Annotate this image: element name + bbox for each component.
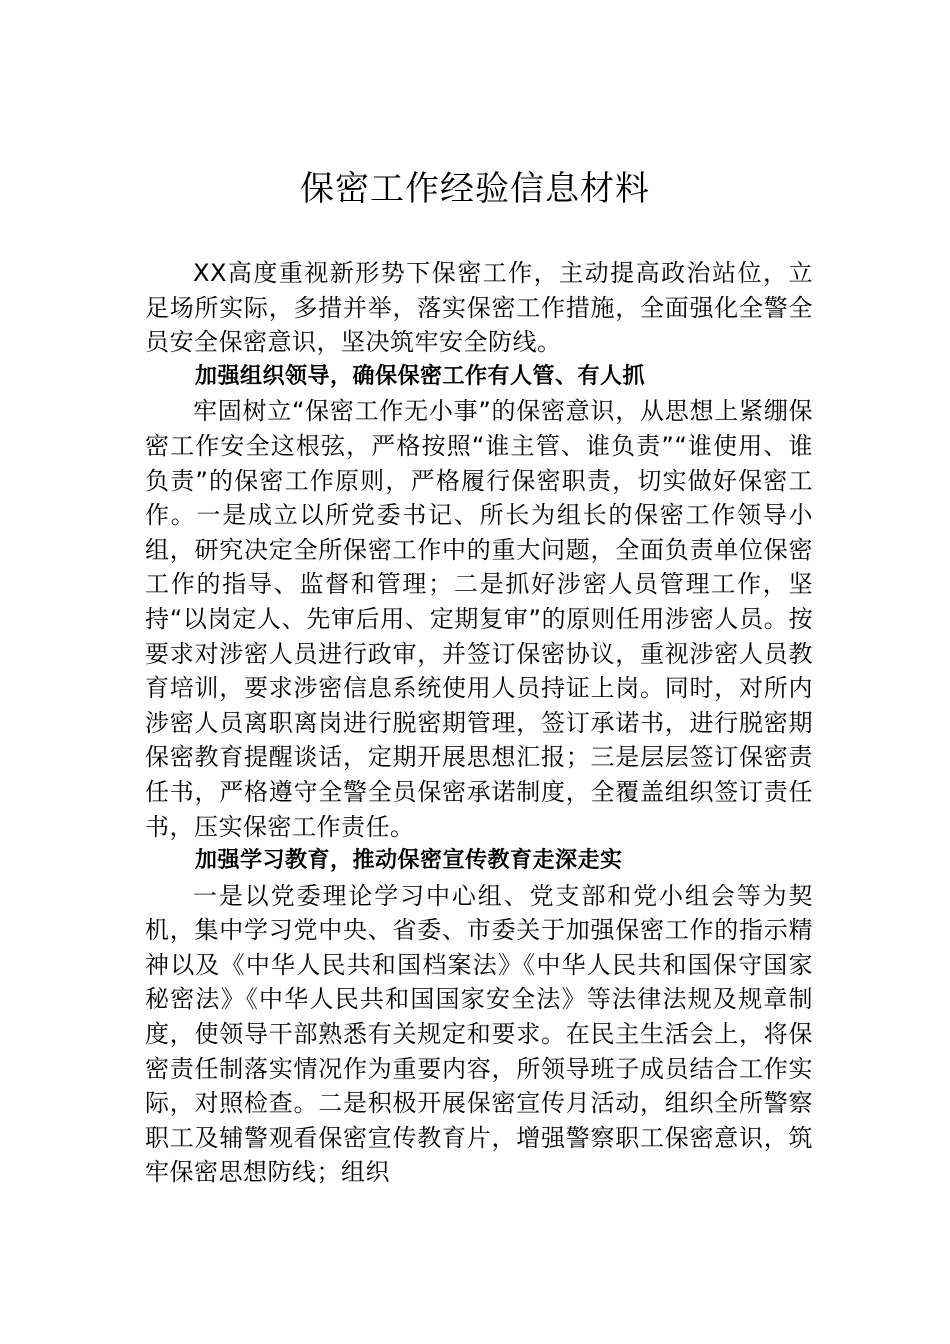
section-heading-2: 加强学习教育，推动保密宣传教育走深走实 xyxy=(195,848,623,874)
document-body xyxy=(145,256,813,1190)
section-heading-1: 加强组织领导，确保保密工作有人管、有人抓 xyxy=(195,363,646,389)
section-2-paragraph: 一是以党委理论学习中心组、党支部和党小组会等为契机，集中学习党中央、省委、市委关于加强保密工作的指示精神以及《中华人民共和国档案法》《中华人民共和国保守国家秘密法》《中华人民共和国国家安全法》等法律法规及规章制度，使领导干部熟悉有关规定和要求。在民主生活会上，将保密责任制落实情况作为重要内容，所领导班子成员结合工作实际，对照检查。二是积极开展保密宣传月活动，组织全所警察职工及辅警观看保密宣传教育片，增强警察职工保密意识，筑牢保密思想防线；组织 xyxy=(145,881,813,1187)
document-title: 保密工作经验信息材料 xyxy=(300,169,650,209)
intro-paragraph: XX高度重视新形势下保密工作，主动提高政治站位，立足场所实际，多措并举，落实保密工作措施，全面强化全警全员安全保密意识，坚决筑牢安全防线。 xyxy=(145,259,813,357)
section-1-paragraph: 牢固树立“保密工作无小事”的保密意识，从思想上紧绷保密工作安全这根弦，严格按照“谁主管、谁负责”“谁使用、谁负责”的保密工作原则，严格履行保密职责，切实做好保密工作。一是成立以所党委书记、所长为组长的保密工作领导小组，研究决定全所保密工作中的重大问题，全面负责单位保密工作的指导、监督和管理；二是抓好涉密人员管理工作，坚持“以岗定人、先审后用、定期复审”的原则任用涉密人员。按要求对涉密人员进行政审，并签订保密协议，重视涉密人员教育培训，要求涉密信息系统使用人员持证上岗。同时，对所内涉密人员离职离岗进行脱密期管理，签订承诺书，进行脱密期保密教育提醒谈话，定期开展思想汇报；三是层层签订保密责任书，严格遵守全警全员保密承诺制度，全覆盖组织签订责任书，压实保密工作责任。 xyxy=(145,397,813,841)
